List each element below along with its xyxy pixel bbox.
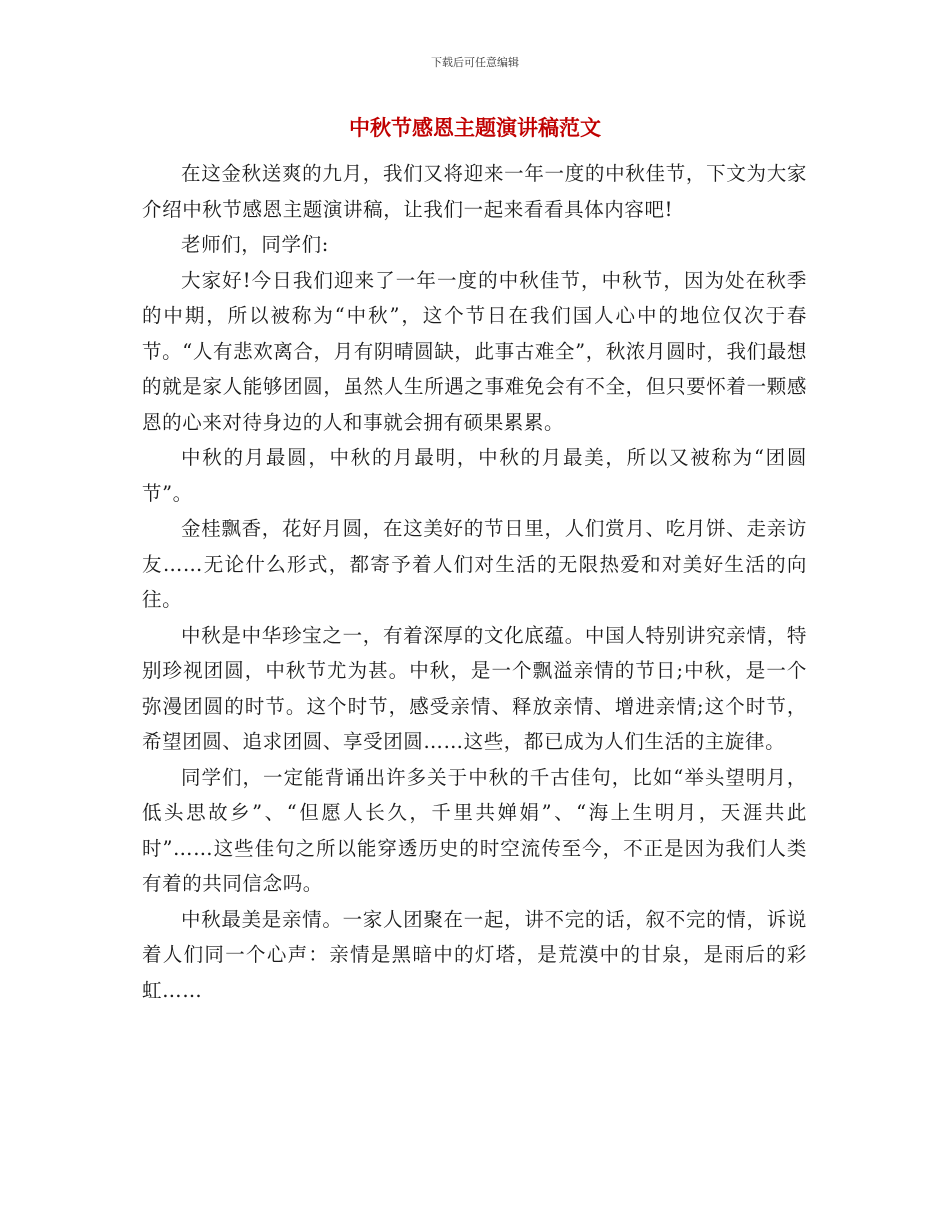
document-body [142, 156, 807, 1008]
paragraph-greeting: 老师们，同学们: [181, 233, 329, 256]
document-title: 中秋节感恩主题演讲稿范文 [349, 116, 601, 140]
paragraph-reunion: 中秋的月最圆，中秋的月最明，中秋的月最美，所以又被称为“团圆节”。 [142, 446, 807, 505]
header-note: 下载后可任意编辑 [431, 56, 519, 69]
paragraph-intro: 在这金秋送爽的九月，我们又将迎来一年一度的中秋佳节，下文为大家介绍中秋节感恩主题演讲稿，让我们一起来看看具体内容吧! [142, 162, 807, 221]
paragraph-family: 中秋最美是亲情。一家人团聚在一起，讲不完的话，叙不完的情，诉说着人们同一个心声：亲情是黑暗中的灯塔，是荒漠中的甘泉，是雨后的彩虹…… [142, 907, 807, 1002]
paragraph-customs: 金桂飘香，花好月圆，在这美好的节日里，人们赏月、吃月饼、走亲访友……无论什么形式，都寄予着人们对生活的无限热爱和对美好生活的向往。 [142, 517, 807, 611]
paragraph-opening: 大家好!今日我们迎来了一年一度的中秋佳节，中秋节，因为处在秋季的中期，所以被称为“中秋”，这个节日在我们国人心中的地位仅次于春节。“人有悲欢离合，月有阴晴圆缺，此事古难全”，秋浓月圆时，我们最想的就是家人能够团圆，虽然人生所遇之事难免会有不全，但只要怀着一颗感恩的心来对待身边的人和事就会拥有硕果累累。 [142, 268, 807, 434]
paragraph-culture: 中秋是中华珍宝之一，有着深厚的文化底蕴。中国人特别讲究亲情，特别珍视团圆，中秋节尤为甚。中秋，是一个飘溢亲情的节日;中秋，是一个弥漫团圆的时节。这个时节，感受亲情、释放亲情、增进亲情;这个时节，希望团圆、追求团圆、享受团圆……这些，都已成为人们生活的主旋律。 [142, 623, 807, 753]
paragraph-poems: 同学们，一定能背诵出许多关于中秋的千古佳句，比如“举头望明月，低头思故乡”、“但愿人长久，千里共婵娟”、“海上生明月，天涯共此时”……这些佳句之所以能穿透历史的时空流传至今，不正是因为我们人类有着的共同信念吗。 [142, 765, 807, 895]
